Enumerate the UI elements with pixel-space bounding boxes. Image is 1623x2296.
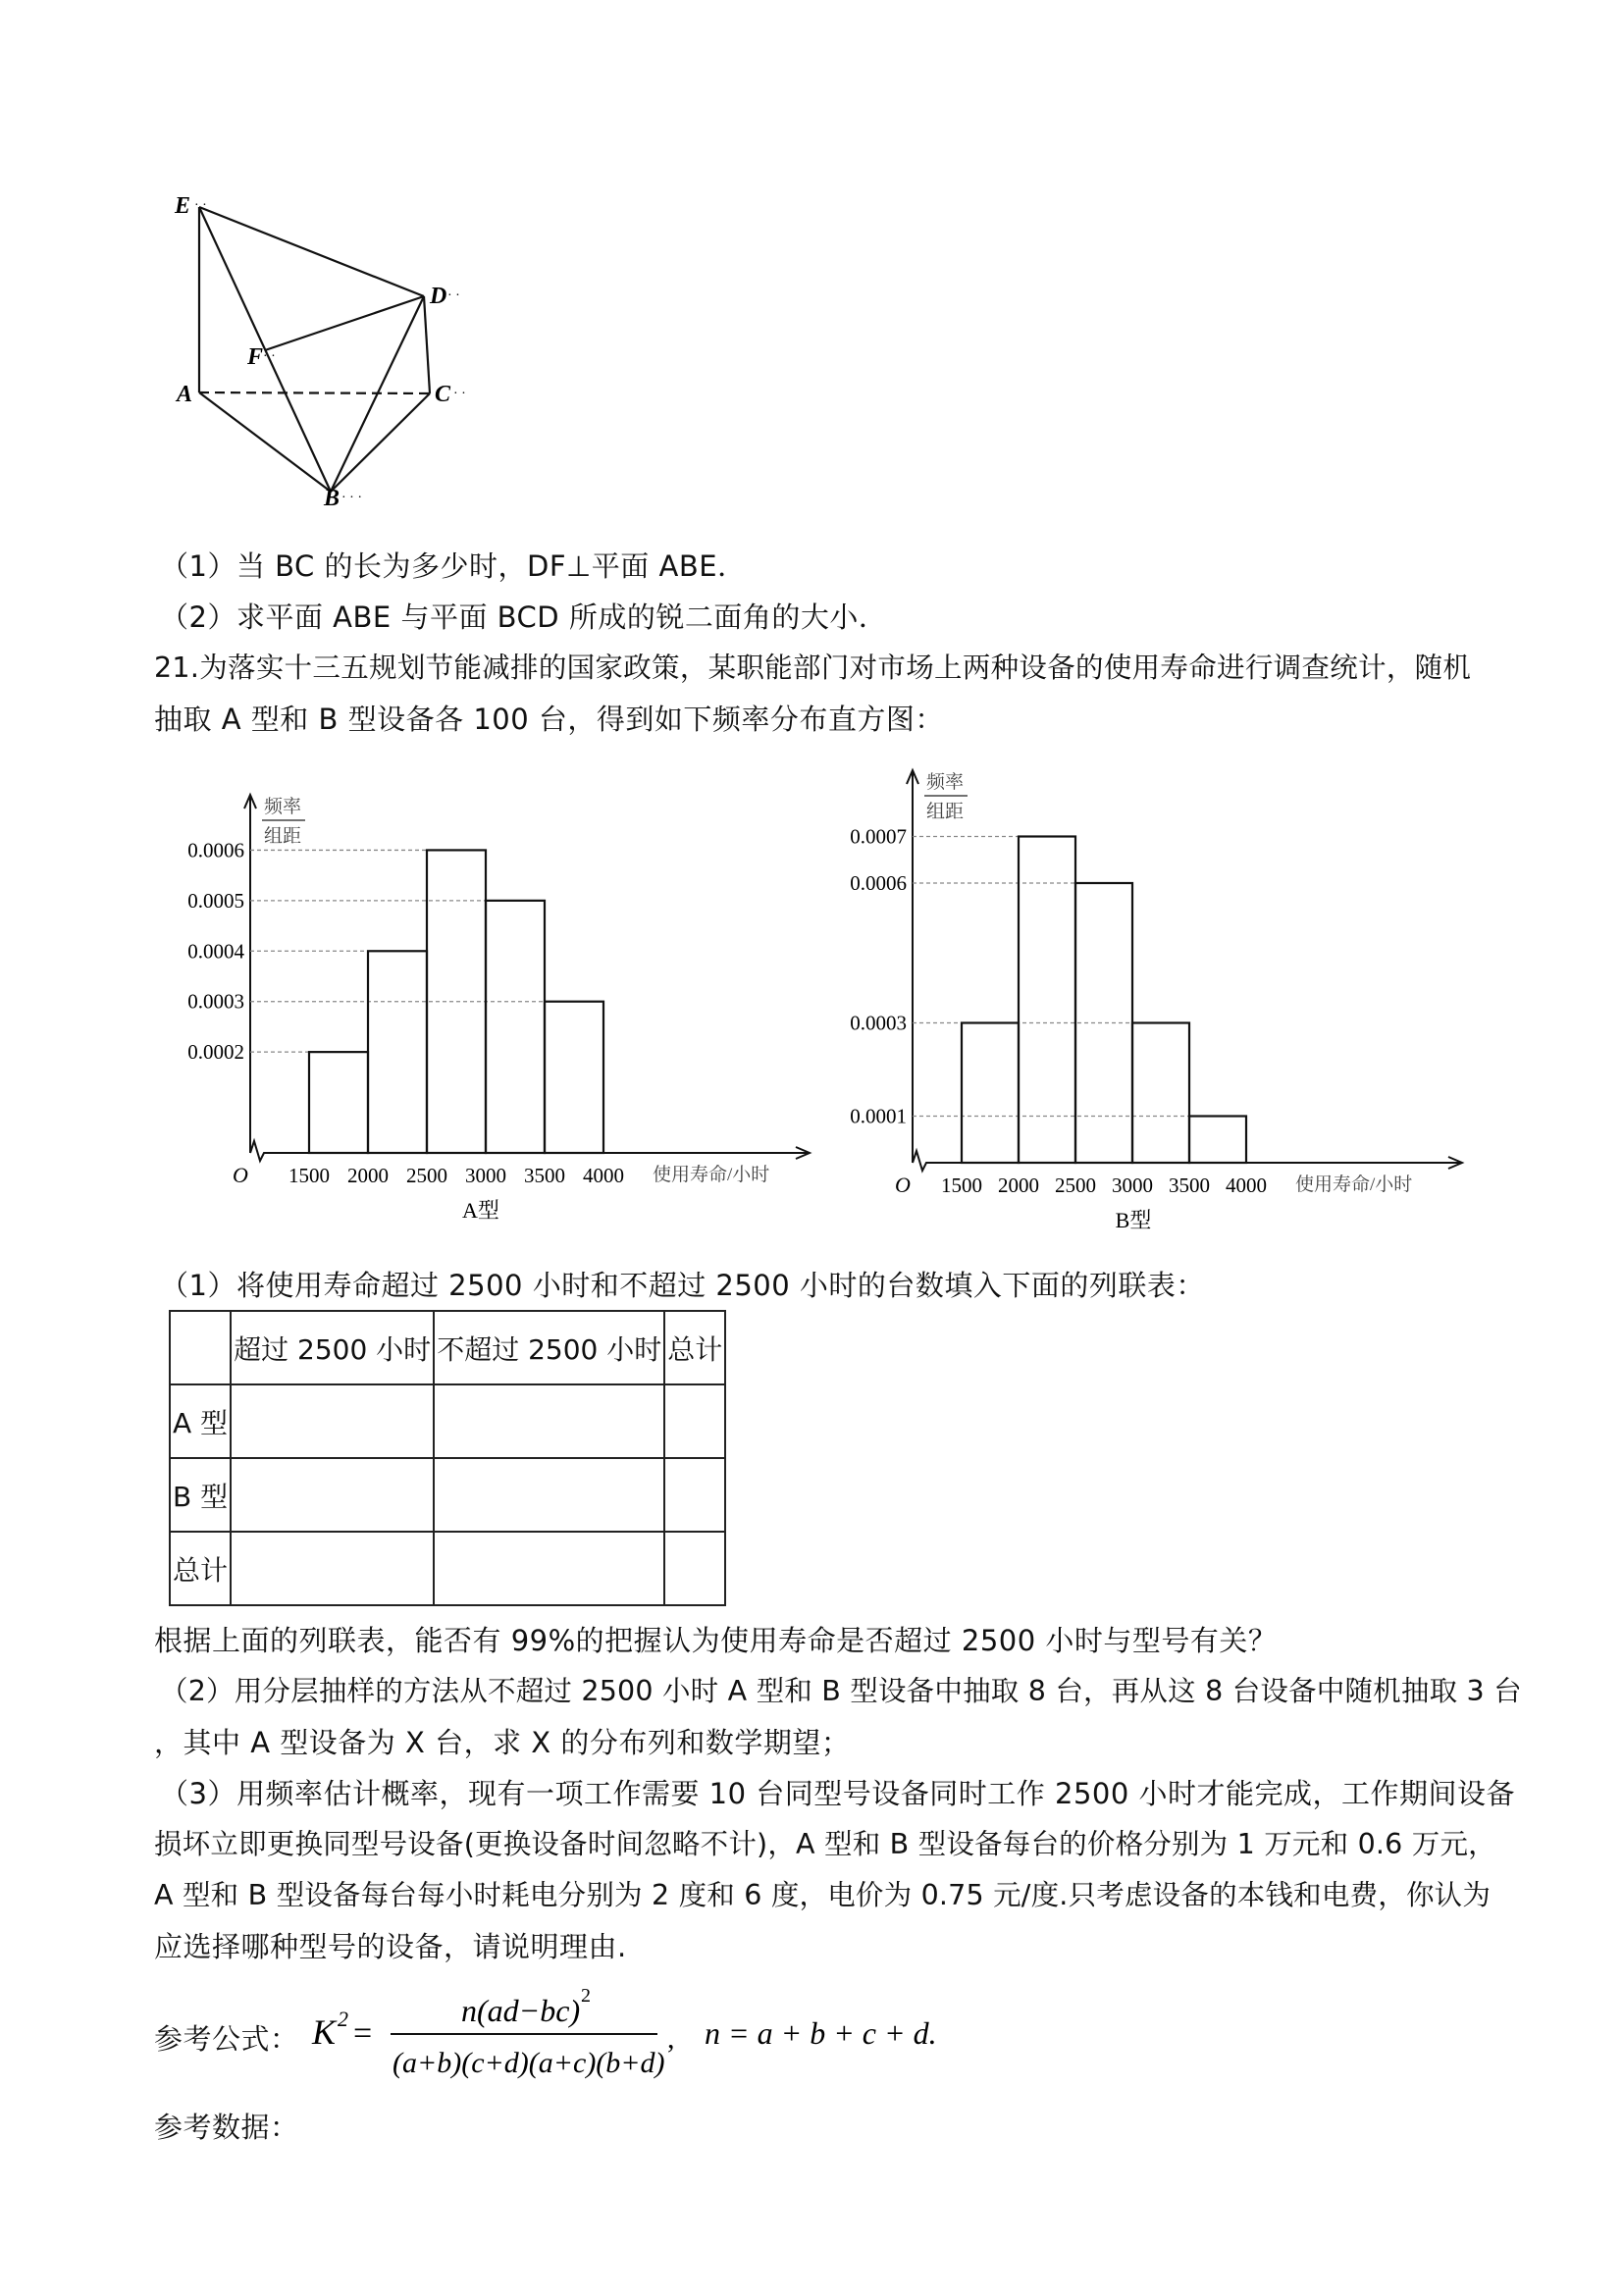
table-cell[interactable] (664, 1532, 725, 1605)
q21-part2-line2: ，其中 A 型设备为 X 台，求 X 的分布列和数学期望； (154, 1726, 851, 1759)
y-axis-label-top: 频率 (264, 797, 302, 817)
svg-text:,: , (667, 2022, 675, 2055)
table-header-cell: 总计 (664, 1311, 725, 1384)
x-axis-label: 使用寿命/小时 (1295, 1174, 1413, 1195)
table-row-label: B 型 (170, 1458, 231, 1532)
chart-title: A型 (462, 1198, 499, 1223)
q20-part2: （2）求平面 ABE 与平面 BCD 所成的锐二面角的大小． (160, 600, 888, 634)
point-label-c: C (435, 382, 451, 407)
formula-n: n = a + b + c + d. (705, 2015, 937, 2051)
q21-part3-line3: A 型和 B 型设备每台每小时耗电分别为 2 度和 6 度，电价为 0.75 元/度.只考虑设备的本钱和电费，你认为 (154, 1879, 1492, 1911)
k-squared-formula (304, 1977, 962, 2095)
q21-after-table: 根据上面的列联表，能否有 99%的把握认为使用寿命是否超过 2500 小时与型号有关？ (154, 1624, 1278, 1657)
histogram-bar (486, 901, 545, 1153)
x-axis (250, 1141, 810, 1161)
table-cell[interactable] (664, 1458, 725, 1532)
table-row (170, 1458, 725, 1532)
svg-text:2: 2 (338, 2007, 348, 2031)
histogram-bar (309, 1052, 368, 1153)
x-tick-label: 4000 (583, 1164, 624, 1187)
reference-data-label: 参考数据： (154, 2111, 299, 2144)
q21-intro-line1: 21.为落实十三五规划节能减排的国家政策，某职能部门对市场上两种设备的使用寿命进行调查统计，随机 (154, 652, 1472, 684)
x-tick-label: 4000 (1226, 1174, 1267, 1197)
q21-part2-line1: （2）用分层抽样的方法从不超过 2500 小时 A 型和 B 型设备中抽取 8 台，再从这 8 台设备中随机抽取 3 台 (160, 1675, 1522, 1707)
formula-label: 参考公式： (154, 2022, 299, 2056)
point-label-b: B (324, 486, 340, 511)
q20-part1: （1）当 BC 的长为多少时，DF⊥平面 ABE． (160, 549, 747, 583)
table-cell[interactable] (434, 1384, 664, 1458)
y-tick-label: 0.0005 (187, 888, 244, 913)
y-tick-label: 0.0001 (850, 1104, 907, 1128)
x-tick-label: 2000 (347, 1164, 389, 1187)
x-axis-label: 使用寿命/小时 (653, 1165, 770, 1185)
histogram-bar (1132, 1023, 1189, 1164)
svg-text:· ·: · · (263, 349, 276, 364)
table-row (170, 1384, 725, 1458)
x-tick-label: 1500 (941, 1174, 982, 1197)
origin-label: O (895, 1173, 911, 1197)
y-tick-label: 0.0002 (187, 1040, 244, 1065)
svg-text:· ·: · · (453, 387, 466, 401)
x-axis (913, 1151, 1462, 1171)
contingency-table (169, 1310, 726, 1606)
histogram-bar (1075, 883, 1132, 1163)
point-label-d: D (430, 284, 447, 309)
histogram-bar (962, 1023, 1019, 1164)
point-label-e: E (175, 193, 191, 219)
y-tick-label: 0.0004 (187, 939, 244, 964)
formula-lhs: K (312, 2012, 337, 2052)
y-tick-label: 0.0006 (187, 838, 244, 862)
table-row-label: A 型 (170, 1384, 231, 1458)
table-cell[interactable] (434, 1458, 664, 1532)
chart-title: B型 (1115, 1208, 1152, 1232)
x-tick-label: 3500 (524, 1164, 565, 1187)
point-label-f: F (247, 344, 264, 370)
table-header-cell: 超过 2500 小时 (231, 1311, 434, 1384)
point-label-a: A (177, 382, 193, 407)
svg-text:2: 2 (581, 1985, 591, 2007)
svg-text:· ·: · · (447, 288, 460, 303)
q21-part1: （1）将使用寿命超过 2500 小时和不超过 2500 小时的台数填入下面的列联表： (160, 1269, 1205, 1302)
table-row (170, 1532, 725, 1605)
table-header-row (170, 1311, 725, 1384)
histogram-bar (368, 951, 427, 1153)
y-tick-label: 0.0006 (850, 871, 907, 895)
y-axis-label-bottom: 组距 (264, 826, 302, 847)
histogram-bar (545, 1002, 603, 1153)
y-tick-label: 0.0007 (850, 824, 907, 849)
x-tick-label: 3000 (1112, 1174, 1153, 1197)
histogram-b (819, 751, 1467, 1256)
origin-label: O (233, 1163, 248, 1187)
table-row-label: 总计 (170, 1532, 231, 1605)
q21-part3-line2: 损坏立即更换同型号设备(更换设备时间忽略不计)，A 型和 B 型设备每台的价格分别为 1 万元和 0.6 万元， (154, 1828, 1496, 1860)
table-cell[interactable] (434, 1532, 664, 1605)
geometry-figure (157, 191, 491, 515)
y-tick-label: 0.0003 (850, 1011, 907, 1035)
x-tick-label: 3500 (1169, 1174, 1210, 1197)
histogram-a (157, 756, 814, 1246)
q21-part3-line4: 应选择哪种型号的设备，请说明理由. (154, 1930, 627, 1963)
table-cell[interactable] (231, 1384, 434, 1458)
svg-text:· ·: · · (194, 198, 207, 213)
q21-part3-line1: （3）用频率估计概率，现有一项工作需要 10 台同型号设备同时工作 2500 小时才能完成，工作期间设备 (160, 1777, 1516, 1810)
y-axis-label-bottom: 组距 (926, 802, 965, 822)
formula-numerator: n(ad−bc) (461, 1993, 581, 2028)
table-cell[interactable] (231, 1458, 434, 1532)
formula-denominator: (a+b)(c+d)(a+c)(b+d) (393, 2047, 665, 2079)
table-cell[interactable] (664, 1384, 725, 1458)
x-tick-label: 2000 (998, 1174, 1039, 1197)
svg-text:=: = (353, 2015, 373, 2052)
x-tick-label: 1500 (288, 1164, 330, 1187)
x-tick-label: 2500 (1055, 1174, 1096, 1197)
table-header-cell (170, 1311, 231, 1384)
svg-text:· · ·: · · · (341, 491, 362, 505)
x-tick-label: 3000 (465, 1164, 506, 1187)
histogram-bar (1189, 1117, 1246, 1164)
y-axis-label-top: 频率 (926, 772, 965, 793)
histogram-bar (1019, 837, 1075, 1164)
y-tick-label: 0.0003 (187, 989, 244, 1014)
table-header-cell: 不超过 2500 小时 (434, 1311, 664, 1384)
q21-intro-line2: 抽取 A 型和 B 型设备各 100 台，得到如下频率分布直方图： (154, 703, 944, 736)
table-cell[interactable] (231, 1532, 434, 1605)
x-tick-label: 2500 (406, 1164, 447, 1187)
